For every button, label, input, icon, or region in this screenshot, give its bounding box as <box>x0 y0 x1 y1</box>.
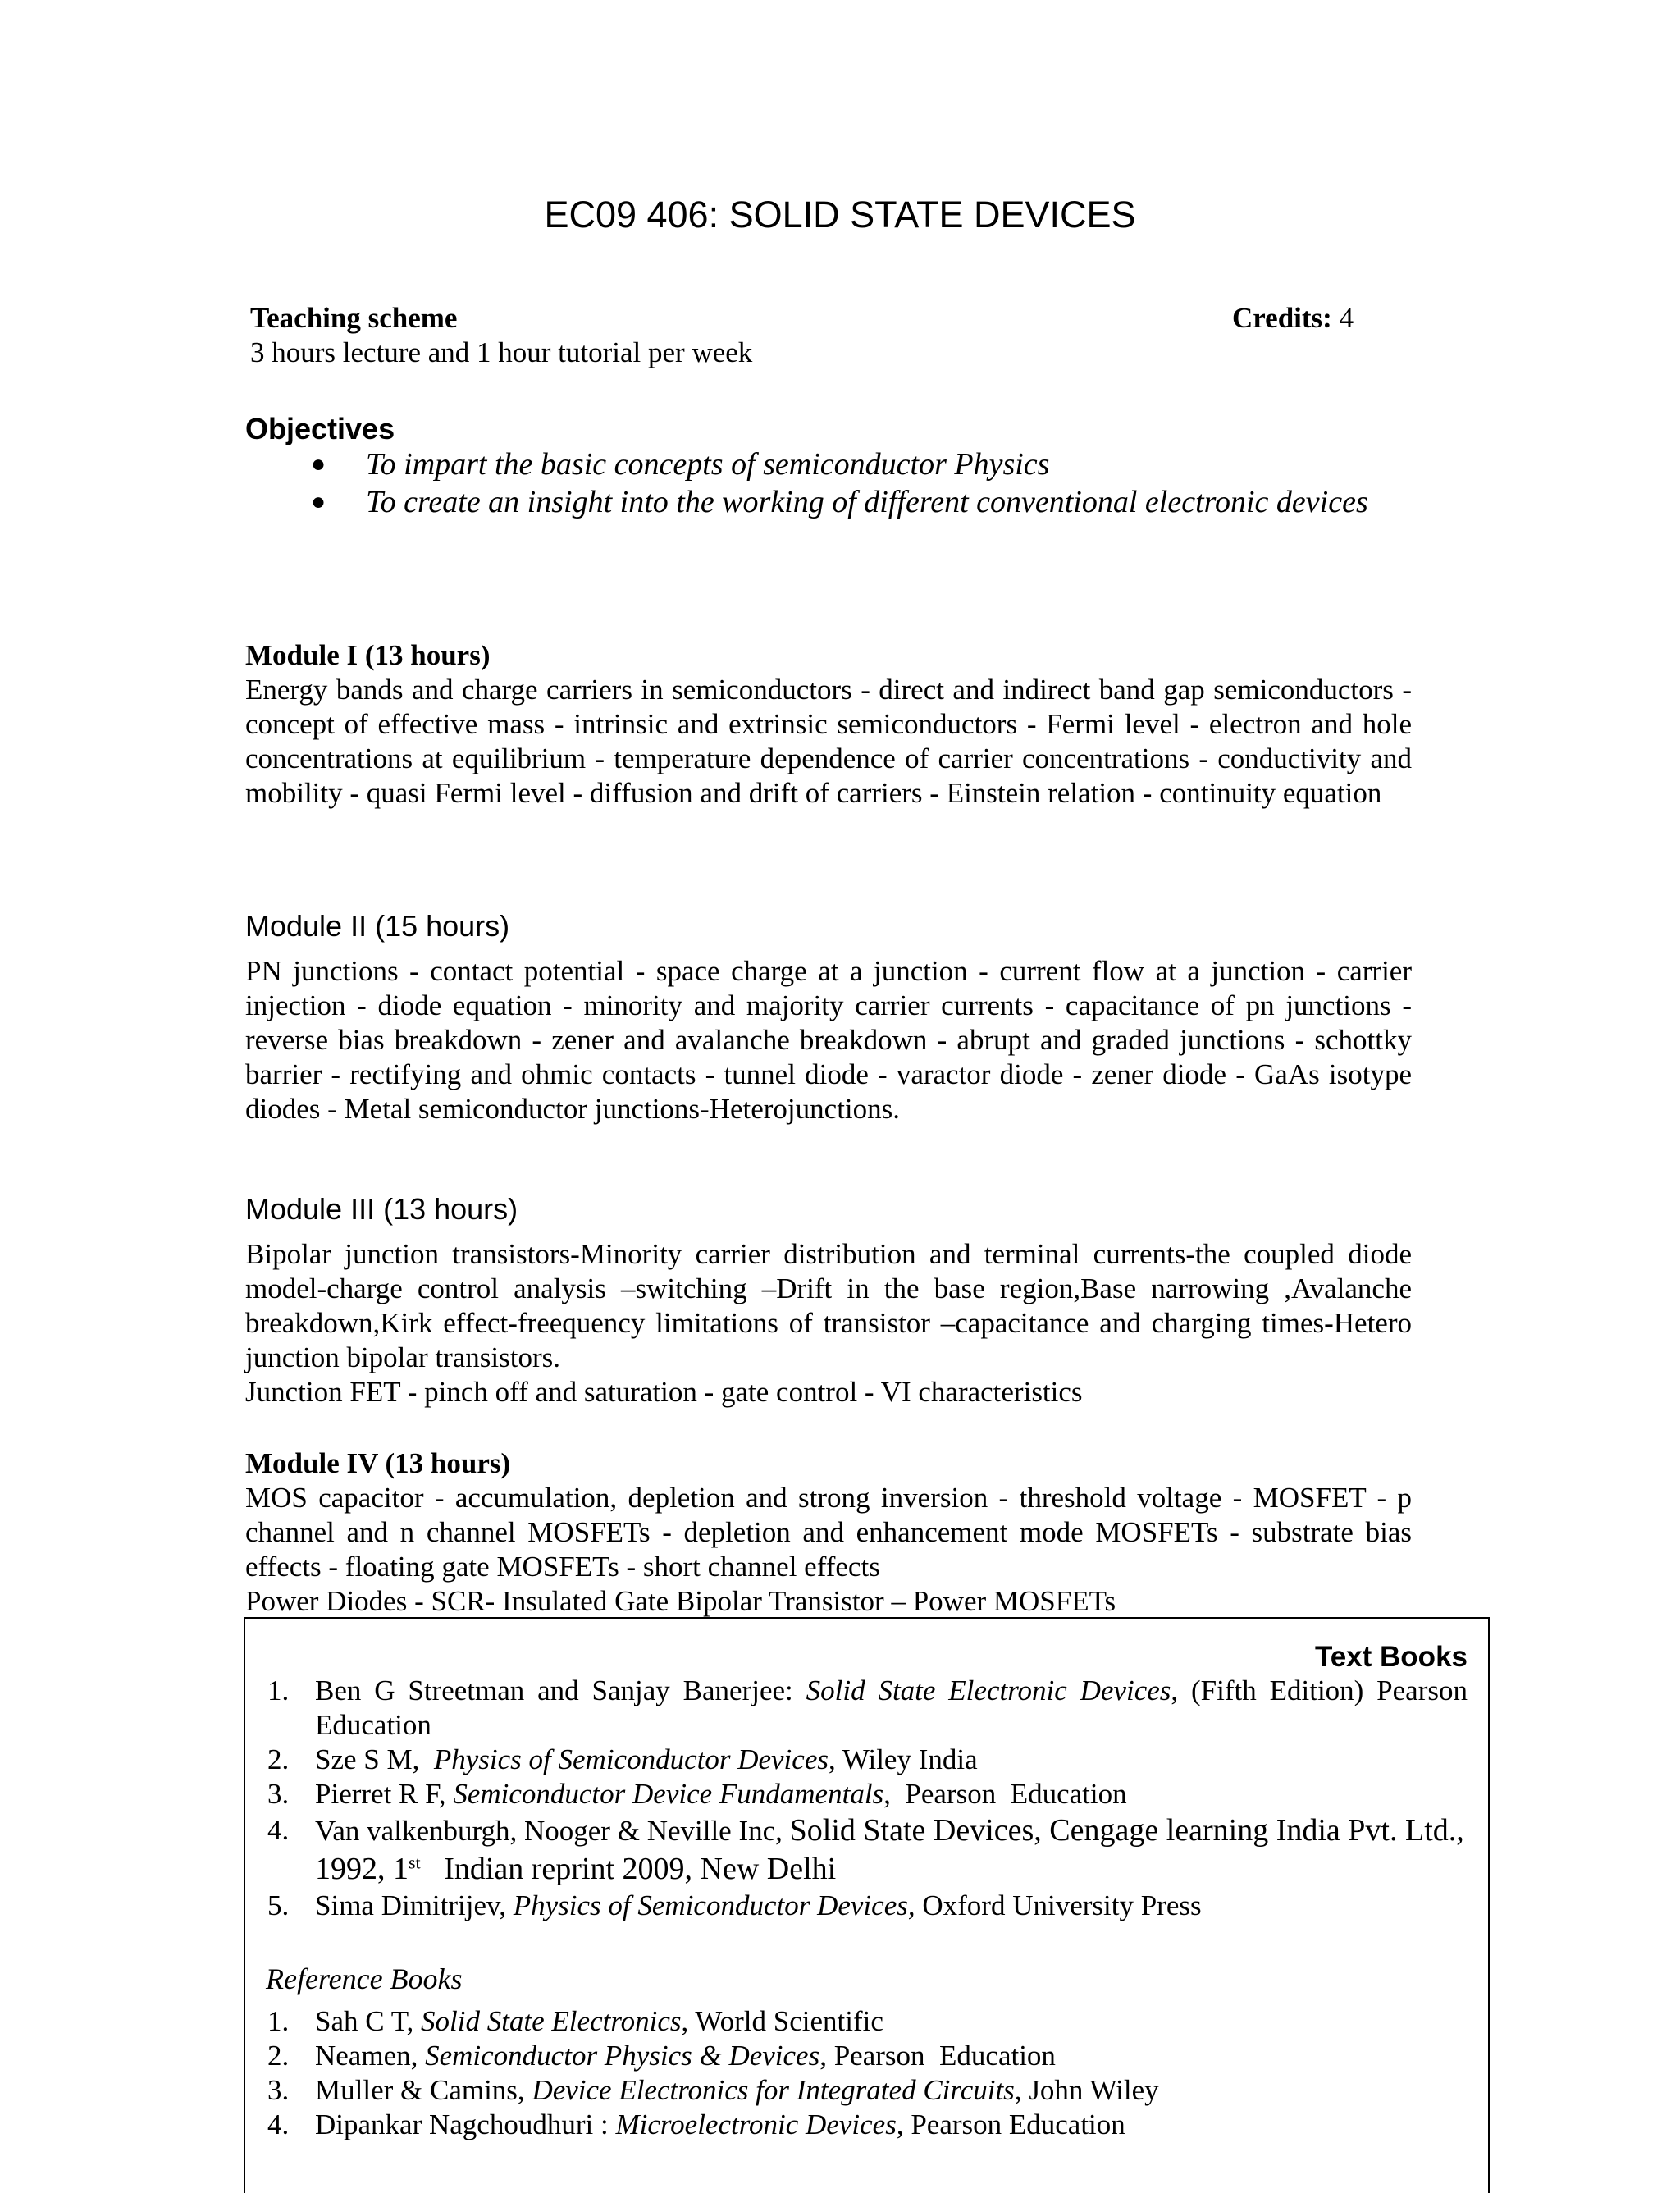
module-4-heading: Module IV (13 hours) <box>245 1447 511 1479</box>
module-2-content: PN junctions - contact potential - space charge at a junction - current flow at a junction - carrier injection - diode equation - minority and majority carrier currents - capacitance of pn junctions - reverse bias breakdown - zener and avalanche breakdown - abrupt and graded junctions - schottky barrier - rectifying and ohmic contacts - tunnel diode - varactor diode - zener diode - GaAs isotype diodes - Metal semiconductor junctions-Heterojunctions. <box>245 955 1412 1125</box>
list-item: 3. Muller & Camins, Device Electronics for Integrated Circuits, John Wiley <box>267 2074 1159 2106</box>
credits-value: 4 <box>1339 302 1354 334</box>
list-item: 4. Dipankar Nagchoudhuri : Microelectronic Devices, Pearson Education <box>267 2108 1125 2140</box>
teaching-hours: 3 hours lecture and 1 hour tutorial per week <box>250 336 753 368</box>
reference-books-list <box>245 2004 1468 2142</box>
list-item: 3. Pierret R F, Semiconductor Device Fundamentals, Pearson Education <box>267 1778 1127 1810</box>
list-item: 5. Sima Dimitrijev, Physics of Semiconductor Devices, Oxford University Press <box>267 1889 1202 1921</box>
module-3-heading: Module III (13 hours) <box>245 1192 518 1226</box>
objectives-list <box>245 445 1412 521</box>
list-item: 1. Sah C T, Solid State Electronics, World Scientific <box>267 2005 883 2037</box>
teaching-scheme-label: Teaching scheme <box>250 302 458 334</box>
credits-label: Credits: <box>1232 302 1332 334</box>
module-4-content: MOS capacitor - accumulation, depletion and strong inversion - threshold voltage - MOSFET - p channel and n channel MOSFETs - depletion and enhancement mode MOSFETs - substrate bias effects - floating gate MOSFETs - short channel effects Power Diodes - SCR- Insulated Gate Bipolar Transistor – Power MOSFETs <box>245 1482 1412 1617</box>
objective-item: ● To impart the basic concepts of semiconductor Physics <box>311 447 1050 482</box>
reference-books-heading: Reference Books <box>266 1962 463 1995</box>
text-books-heading: Text Books <box>1314 1641 1468 1673</box>
module-3-content: Bipolar junction transistors-Minority carrier distribution and terminal currents-the coupled diode model-charge control analysis –switching –Drift in the base region,Base narrowing ,Avalanche breakdown,Kirk effect-freequency limitations of transistor –capacitance and charging times-Hetero junction bipolar transistors. Junction FET - pinch off and saturation - gate control - VI characteristics <box>245 1238 1412 1408</box>
objective-item: ● To create an insight into the working of different conventional electronic devices <box>311 485 1368 519</box>
page-title: EC09 406: SOLID STATE DEVICES <box>544 194 1136 235</box>
bullet-icon: ● <box>311 488 326 515</box>
credits <box>1232 301 1354 336</box>
list-item: 2. Neamen, Semiconductor Physics & Devices, Pearson Education <box>267 2040 1056 2072</box>
objectives-heading: Objectives <box>245 412 395 445</box>
list-item: 1. Ben G Streetman and Sanjay Banerjee: Solid State Electronic Devices, (Fifth Edition) Pearson Education <box>267 1674 1468 1741</box>
text-books-list <box>245 1674 1468 1923</box>
list-item: 4. Van valkenburgh, Nooger & Neville Inc, Solid State Devices, Cengage learning India Pvt. Ltd., 1992, 1st Indian reprint 2009, New Delhi <box>267 1813 1464 1886</box>
bullet-icon: ● <box>311 450 326 477</box>
module-2-heading: Module II (15 hours) <box>245 909 510 943</box>
module-1-heading: Module I (13 hours) <box>245 639 491 671</box>
module-1-content: Energy bands and charge carriers in semiconductors - direct and indirect band gap semiconductors - concept of effective mass - intrinsic and extrinsic semiconductors - Fermi level - electron and hole concentrations at equilibrium - temperature dependence of carrier concentrations - conductivity and mobility - quasi Fermi level - diffusion and drift of carriers - Einstein relation - continuity equation <box>245 674 1412 809</box>
books-box <box>244 1617 1490 2193</box>
list-item: 2. Sze S M, Physics of Semiconductor Devices, Wiley India <box>267 1743 978 1775</box>
